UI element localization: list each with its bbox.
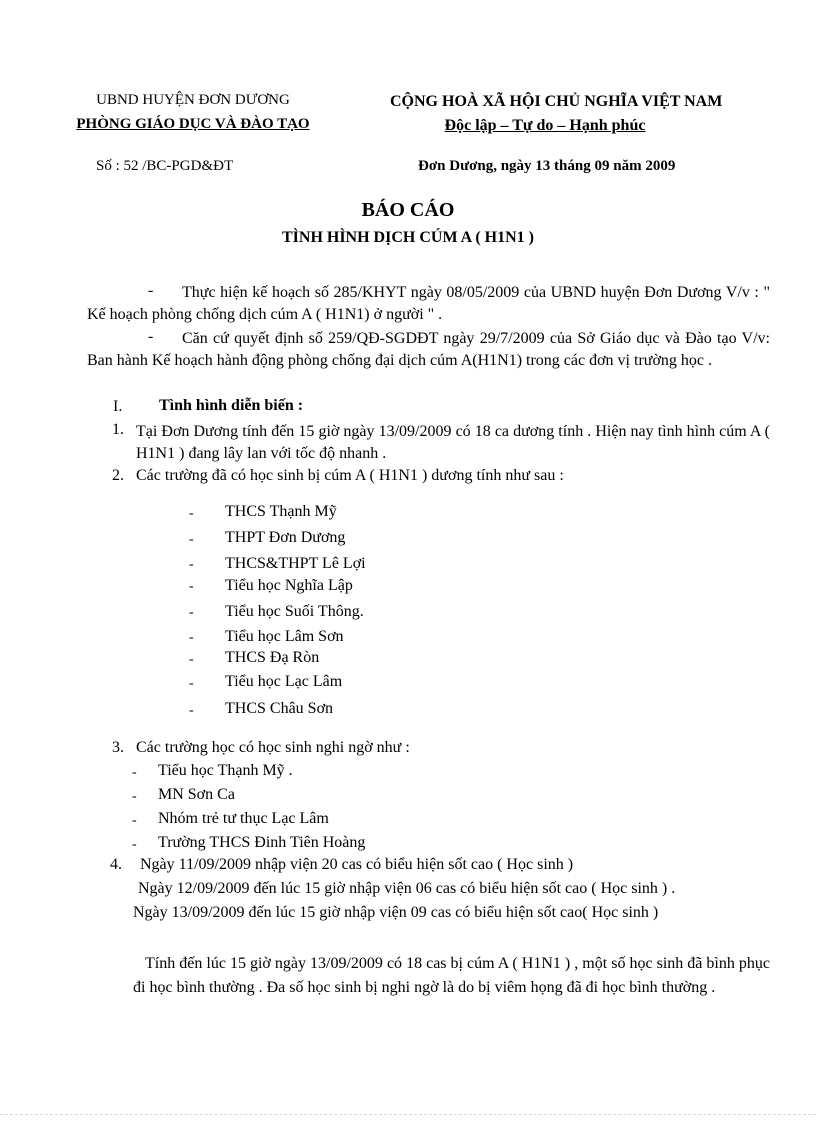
list-dash: - — [132, 837, 137, 852]
list-dash: - — [189, 506, 194, 521]
org-name: UBND HUYỆN ĐƠN DƯƠNG — [96, 92, 290, 108]
list-item: THPT Đơn Dương — [225, 529, 346, 546]
intro-paragraph: Căn cứ quyết định số 259/QĐ-SGDĐT ngày 29/7/2009 của Sở Giáo dục và Đào tạo V/v: Ban hành Kế hoạch hành động phòng chống đại dịch cúm A(H1N1) trong các đơn vị trường học . — [87, 330, 770, 369]
item-text: Tại Đơn Dương tính đến 15 giờ ngày 13/09/2009 có 18 ca dương tính . Hiện nay tình hình cúm A ( H1N1 ) đang lây lan với tốc độ nhanh . — [136, 423, 770, 462]
list-dash: - — [132, 789, 137, 804]
admission-line: Ngày 13/09/2009 đến lúc 15 giờ nhập viện 09 cas có biểu hiện sốt cao( Học sinh ) — [133, 904, 659, 921]
report-title: BÁO CÁO — [361, 199, 455, 221]
intro-dash: - — [148, 328, 154, 345]
admission-line: Ngày 11/09/2009 nhập viện 20 cas có biểu hiện sốt cao ( Học sinh ) — [140, 856, 574, 873]
list-item: Trường THCS Đinh Tiên Hoàng — [158, 834, 366, 851]
list-item: Nhóm trẻ tư thục Lạc Lâm — [158, 810, 329, 827]
list-dash: - — [189, 630, 194, 645]
org-department: PHÒNG GIÁO DỤC VÀ ĐÀO TẠO — [76, 116, 310, 132]
list-dash: - — [132, 765, 137, 780]
item-number: 3. — [112, 739, 124, 756]
list-item: THCS Châu Sơn — [225, 700, 334, 717]
list-dash: - — [189, 703, 194, 718]
nation-title: CỘNG HOÀ XÃ HỘI CHỦ NGHĨA VIỆT NAM — [390, 93, 723, 110]
place-date: Đơn Dương, ngày 13 tháng 09 năm 2009 — [418, 158, 676, 174]
list-item: THCS Thạnh Mỹ — [225, 503, 337, 520]
list-dash: - — [189, 579, 194, 594]
item-number: 1. — [112, 421, 124, 438]
list-item: THCS Đạ Ròn — [225, 649, 320, 666]
list-item: Tiểu học Suối Thông. — [225, 603, 364, 620]
list-item: MN Sơn Ca — [158, 786, 235, 803]
page-bottom-divider — [0, 1114, 816, 1116]
list-dash: - — [189, 605, 194, 620]
list-dash: - — [189, 652, 194, 667]
section-number: I. — [113, 398, 123, 415]
document-number: Số : 52 /BC-PGD&ĐT — [96, 158, 234, 174]
list-item: THCS&THPT Lê Lợi — [225, 555, 366, 572]
list-dash: - — [189, 557, 194, 572]
item-text: Các trường học có học sinh nghi ngờ như : — [136, 739, 410, 756]
item-number: 2. — [112, 467, 124, 484]
list-dash: - — [189, 676, 194, 691]
intro-paragraph: Thực hiện kế hoạch số 285/KHYT ngày 08/05/2009 của UBND huyện Đơn Dương V/v : " Kế hoạch phòng chống dịch cúm A ( H1N1) ở người " . — [87, 284, 770, 323]
list-dash: - — [132, 813, 137, 828]
summary-paragraph: Tính đến lúc 15 giờ ngày 13/09/2009 có 18 cas bị cúm A ( H1N1 ) , một số học sinh đã bình phục đi học bình thường . Đa số học sinh bị nghi ngờ là do bị viêm họng đã đi học bình thường . — [133, 955, 770, 996]
intro-dash: - — [148, 282, 154, 299]
admission-line: Ngày 12/09/2009 đến lúc 15 giờ nhập viện 06 cas có biểu hiện sốt cao ( Học sinh ) . — [138, 880, 676, 897]
item-text: Các trường đã có học sinh bị cúm A ( H1N1 ) dương tính như sau : — [136, 467, 564, 484]
item-number: 4. — [110, 856, 122, 873]
list-item: Tiểu học Nghĩa Lập — [225, 577, 353, 594]
list-item: Tiểu học Lạc Lâm — [225, 673, 343, 690]
list-item: Tiểu học Thạnh Mỹ . — [158, 762, 293, 779]
list-dash: - — [189, 532, 194, 547]
report-subtitle: TÌNH HÌNH DỊCH CÚM A ( H1N1 ) — [281, 229, 534, 246]
list-item: Tiểu học Lâm Sơn — [225, 628, 344, 645]
nation-motto: Độc lập – Tự do – Hạnh phúc — [444, 117, 646, 134]
section-heading: Tình hình diễn biến : — [159, 397, 304, 414]
